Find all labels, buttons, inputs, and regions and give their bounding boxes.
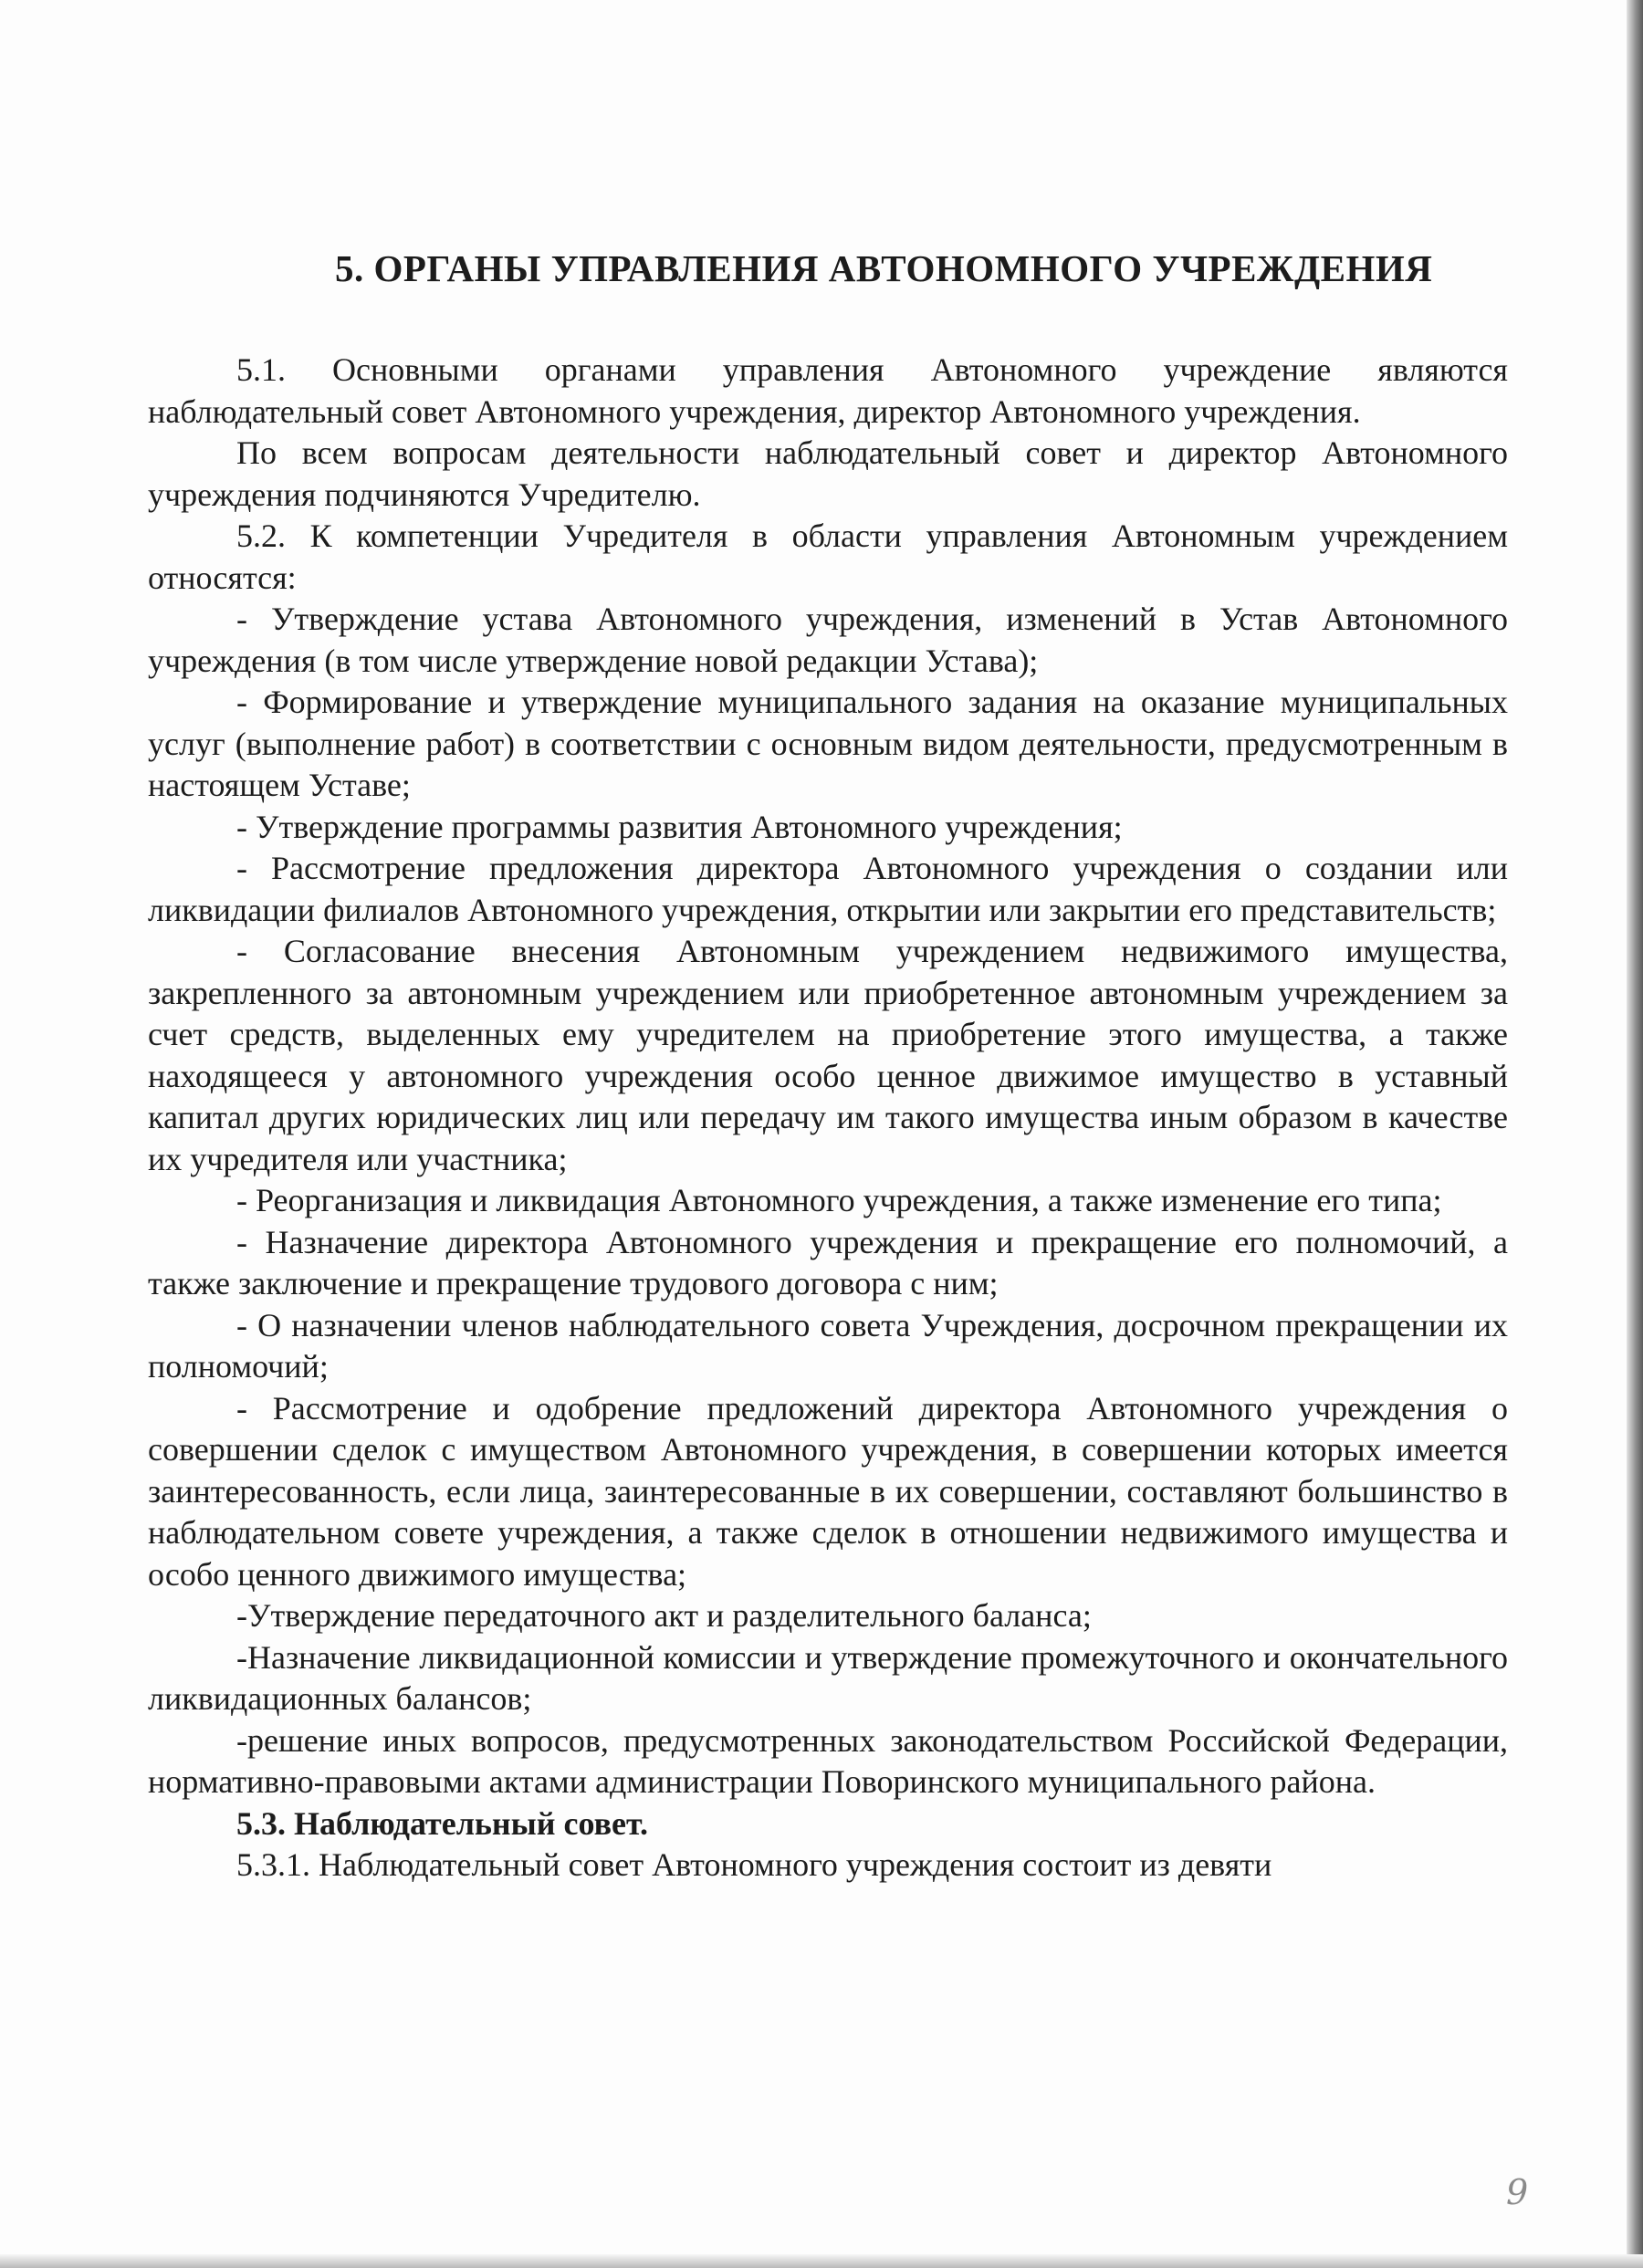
document-body [148,350,1508,1887]
paragraph-subordination: По всем вопросам деятельности наблюдательный совет и директор Автономного учреждения подчиняются Учредителю. [148,434,1508,513]
scan-edge-bottom [0,2254,1643,2268]
list-item-other-issues: -решение иных вопросов, предусмотренных законодательством Российской Федерации, нормативно-правовыми актами администрации Поворинского муниципального района. [148,1721,1508,1800]
list-item-board-members: - О назначении членов наблюдательного совета Учреждения, досрочном прекращении их полномочий; [148,1306,1508,1385]
list-item-municipal-task: - Формирование и утверждение муниципального задания на оказание муниципальных услуг (выполнение работ) в соответствии с основным видом деятельности, предусмотренным в настоящем Уставе; [148,684,1508,803]
list-item-branches: - Рассмотрение предложения директора Автономного учреждения о создании или ликвидации филиалов Автономного учреждения, открытии или закрытии его представительств; [148,850,1508,928]
list-item-development-program: - Утверждение программы развития Автономного учреждения; [236,808,1123,845]
page-number: 9 [1506,2172,1529,2212]
paragraph-5-3-1: 5.3.1. Наблюдательный совет Автономного учреждения состоит из девяти [236,1846,1272,1883]
list-item-director-appointment: - Назначение директора Автономного учреждения и прекращение его полномочий, а также заключение и прекращение трудового договора с ним; [148,1223,1508,1301]
list-item-liquidation-commission: -Назначение ликвидационной комиссии и утверждение промежуточного и окончательного ликвидационных балансов; [148,1638,1508,1717]
list-item-charter: - Утверждение устава Автономного учреждения, изменений в Устав Автономного учреждения (в том числе утверждение новой редакции Устава); [148,601,1508,679]
paragraph-5-1: 5.1. Основными органами управления Автономного учреждение являются наблюдательный совет Автономного учреждения, директор Автономного учреждения. [148,351,1508,430]
section-heading: 5. ОРГАНЫ УПРАВЛЕНИЯ АВТОНОМНОГО УЧРЕЖДЕНИЯ [335,247,1433,289]
subsection-heading-5-3: 5.3. Наблюдательный совет. [236,1804,649,1842]
list-item-reorganization: - Реорганизация и ликвидация Автономного учреждения, а также изменение его типа; [236,1182,1442,1218]
list-item-property-contribution: - Согласование внесения Автономным учреждением недвижимого имущества, закрепленного за автономным учреждением или приобретенное автономным учреждением за счет средств, выделенных ему учредителем на приобретение этого имущества, а также находящееся у автономного учреждения особо ценное движимое имущество в уставный капитал других юридических лиц или передачу им такого имущества иным образом в качестве их учредителя или участника; [148,933,1508,1177]
scan-edge-right [1627,0,1643,2268]
list-item-transfer-act: -Утверждение передаточного акт и разделительного баланса; [236,1597,1092,1634]
paragraph-5-2: 5.2. К компетенции Учредителя в области управления Автономным учреждением относятся: [148,517,1508,596]
list-item-transactions: - Рассмотрение и одобрение предложений директора Автономного учреждения о совершении сделок с имуществом Автономного учреждения, в совершении которых имеется заинтересованность, если лица, заинтересованные в их совершении, составляют большинство в наблюдательном совете учреждения, а также сделок в отношении недвижимого имущества и особо ценного движимого имущества; [148,1389,1508,1593]
